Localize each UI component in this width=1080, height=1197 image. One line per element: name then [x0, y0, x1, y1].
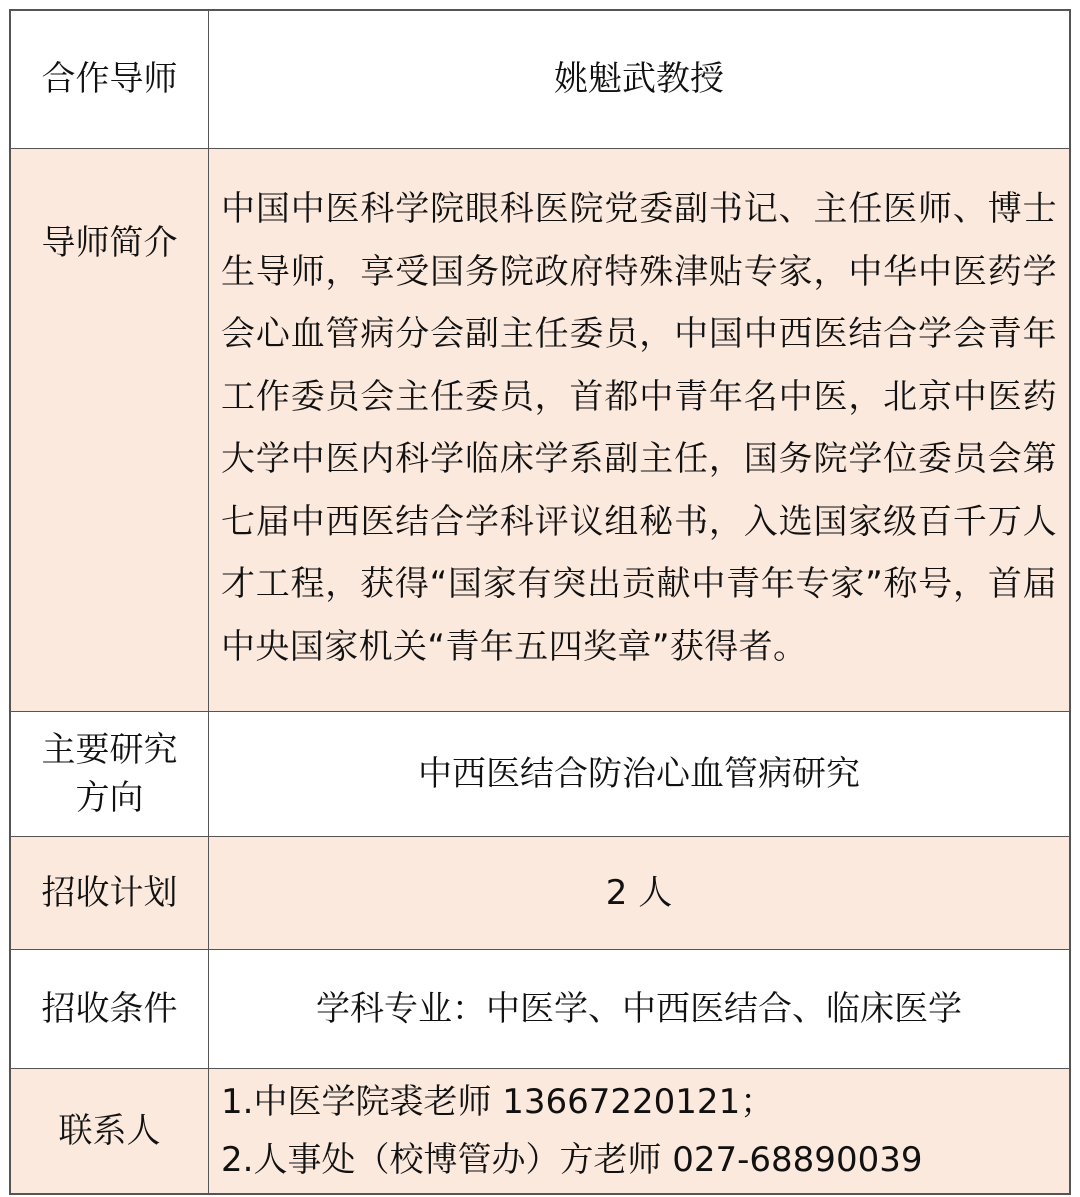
research-label [11, 712, 209, 837]
supervisor-label: 合作导师 [11, 11, 209, 149]
row-intro [11, 149, 1070, 712]
intro-text: 中国中医科学院眼科医院党委副书记、主任医师、博士生导师，享受国务院政府特殊津贴专家，中华中医药学会心血管病分会副主任委员，中国中西医结合学会青年工作委员会主任委员，首都中青年名中医，北京中医药大学中医内科学临床学系副主任，国务院学位委员会第七届中西医结合学科评议组秘书，入选国家级百千万人才工程，获得“国家有突出贡献中青年专家”称号，首届中央国家机关“青年五四奖章”获得者。 [221, 189, 1057, 667]
plan-label: 招收计划 [11, 837, 209, 950]
contact-line-2: 2.人事处（校博管办）方老师 027-68890039 [221, 1140, 923, 1180]
conditions-label: 招收条件 [11, 950, 209, 1069]
row-contact [11, 1069, 1070, 1194]
contact-value [209, 1069, 1070, 1194]
conditions-value: 学科专业：中医学、中西医结合、临床医学 [209, 950, 1070, 1069]
info-table [10, 10, 1070, 1194]
supervisor-value: 姚魁武教授 [209, 11, 1070, 149]
intro-label: 导师简介 [11, 149, 209, 712]
row-plan [11, 837, 1070, 950]
intro-value [209, 149, 1070, 712]
research-label-line2: 方向 [75, 778, 144, 818]
plan-value: 2 人 [209, 837, 1070, 950]
row-conditions [11, 950, 1070, 1069]
contact-line-1: 1.中医学院裘老师 13667220121； [221, 1082, 775, 1122]
recruitment-info-table [9, 9, 1071, 1195]
row-supervisor [11, 11, 1070, 149]
research-label-line1: 主要研究 [41, 729, 178, 770]
research-value: 中西医结合防治心血管病研究 [209, 712, 1070, 837]
contact-label: 联系人 [11, 1069, 209, 1194]
row-research [11, 712, 1070, 837]
